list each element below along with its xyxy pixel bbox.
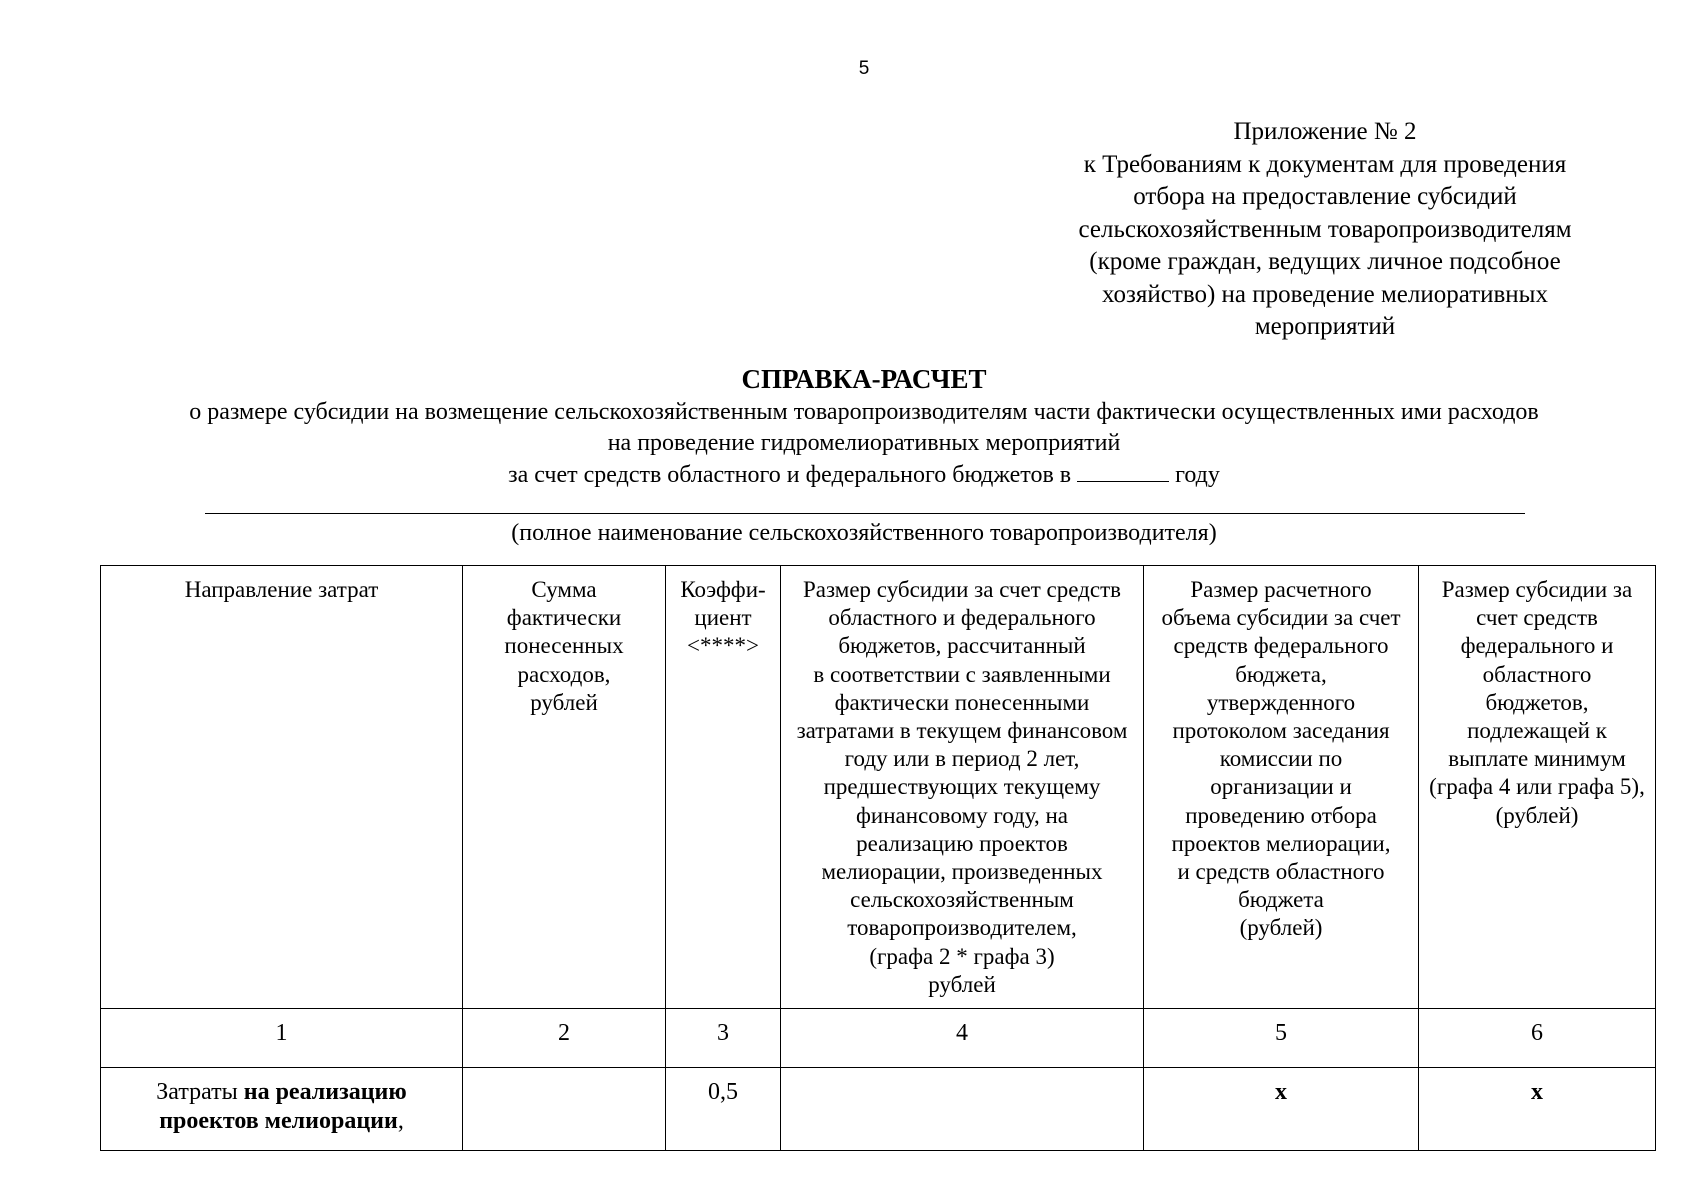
page-number: 5 xyxy=(858,58,870,79)
producer-name-caption: (полное наименование сельскохозяйственного товаропроизводителя) xyxy=(511,520,1217,546)
table-header-row xyxy=(101,566,1656,1009)
appendix-line: (кроме граждан, ведущих личное подсобное xyxy=(1089,248,1561,275)
column-number: 3 xyxy=(666,1009,781,1068)
column-number-row xyxy=(101,1009,1656,1068)
column-number: 1 xyxy=(101,1009,463,1068)
subtitle-line-year xyxy=(60,459,1668,491)
payable-subsidy-cell: x xyxy=(1419,1068,1656,1151)
year-blank-field[interactable] xyxy=(1077,459,1169,482)
subtitle-text: году xyxy=(1175,462,1220,488)
appendix-line: Приложение № 2 xyxy=(1233,118,1417,145)
coefficient-cell: 0,5 xyxy=(666,1068,781,1151)
header-cell: Размер расчетного объема субсидии за счет средств федерального бюджета, утвержденного протоколом заседания комиссии по организации и проведению отбора проектов мелиорации, и средств областного бюджета (рублей) xyxy=(1144,566,1419,1009)
appendix-block xyxy=(1010,116,1640,344)
column-number: 4 xyxy=(781,1009,1144,1068)
column-number: 6 xyxy=(1419,1009,1656,1068)
expense-direction-cell: Затраты на реализацию проектов мелиорации, xyxy=(101,1068,463,1151)
appendix-line: сельскохозяйственным товаропроизводителям xyxy=(1078,215,1572,243)
appendix-line: к Требованиям к документам для проведения xyxy=(1083,150,1567,178)
document-title: СПРАВКА-РАСЧЕТ xyxy=(741,364,987,394)
producer-name-line[interactable] xyxy=(205,513,1525,514)
appendix-line: мероприятий xyxy=(1254,313,1396,340)
subsidy-amount-cell[interactable] xyxy=(781,1068,1144,1151)
appendix-line: отбора на предоставление субсидий xyxy=(1133,183,1517,210)
column-number: 5 xyxy=(1144,1009,1419,1068)
subtitle-text: за счет средств областного и федерального бюджетов в xyxy=(508,462,1072,488)
header-cell: Коэффи- циент <****> xyxy=(666,566,781,1009)
header-cell: Размер субсидии за счет средств областного и федерального бюджетов, рассчитанный в соответствии с заявленными фактически понесенными затратами в текущем финансовом году или в период 2 лет, предшествующих текущему финансовому году, на реализацию проектов мелиорации, произведенных сельскохозяйственным товаропроизводителем, (графа 2 * графа 3) рублей xyxy=(781,566,1144,1009)
header-cell: Направление затрат xyxy=(101,566,463,1009)
calculation-table xyxy=(100,565,1656,1151)
subtitle-line: на проведение гидромелиоративных мероприятий xyxy=(607,430,1121,456)
document-subtitle xyxy=(60,397,1668,491)
appendix-line: хозяйство) на проведение мелиоративных xyxy=(1102,280,1548,308)
expense-sum-cell[interactable] xyxy=(463,1068,666,1151)
table-row xyxy=(101,1068,1656,1151)
column-number: 2 xyxy=(463,1009,666,1068)
estimated-volume-cell: x xyxy=(1144,1068,1419,1151)
subtitle-line: о размере субсидии на возмещение сельскохозяйственным товаропроизводителям части фактически осуществленных ими расходов xyxy=(189,399,1539,425)
header-cell: Сумма фактически понесенных расходов, рублей xyxy=(463,566,666,1009)
header-cell: Размер субсидии за счет средств федерального и областного бюджетов, подлежащей к выплате минимум (графа 4 или графа 5), (рублей) xyxy=(1419,566,1656,1009)
